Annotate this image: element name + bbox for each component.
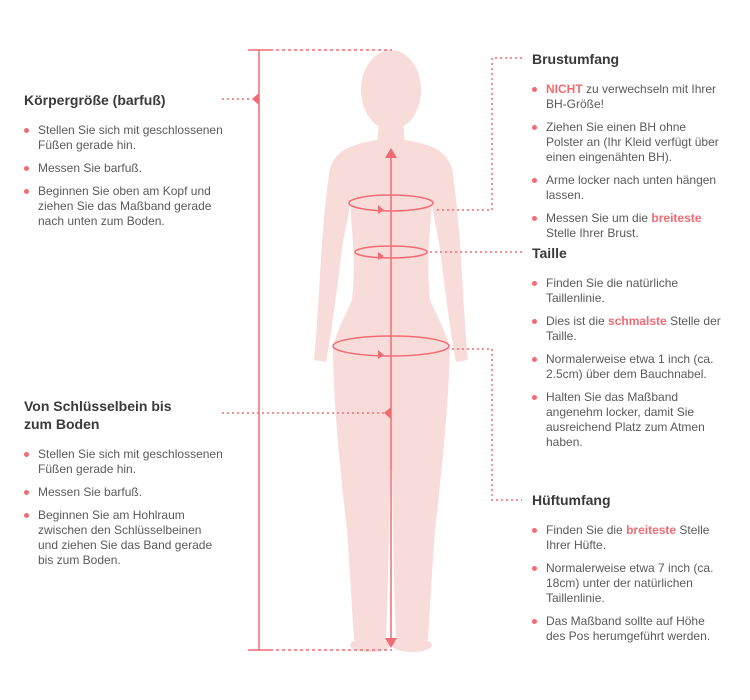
list-item: Normalerweise etwa 1 inch (ca. 2.5cm) über dem Bauchnabel. <box>532 352 727 382</box>
list-item: Finden Sie die breiteste Stelle Ihrer Hüfte. <box>532 523 727 553</box>
hip-section <box>532 491 727 652</box>
bust-emphasis: NICHT <box>546 82 583 96</box>
collarbone-list <box>24 447 224 568</box>
bust-list <box>532 82 722 241</box>
list-item: Dies ist die schmalste Stelle der Taille. <box>532 314 727 344</box>
list-item: Stellen Sie sich mit geschlossenen Füßen gerade hin. <box>24 447 224 477</box>
list-item: Finden Sie die natürliche Taillenlinie. <box>532 276 727 306</box>
bust-title: Brustumfang <box>532 51 620 67</box>
waist-title: Taille <box>532 245 567 261</box>
list-item: Beginnen Sie oben am Kopf und ziehen Sie das Maßband gerade nach unten zum Boden. <box>24 184 224 229</box>
list-item: Arme locker nach unten hängen lassen. <box>532 173 722 203</box>
height-title: Körpergröße (barfuß) <box>24 92 166 108</box>
hip-list <box>532 523 727 644</box>
height-section <box>24 91 224 237</box>
hip-title: Hüftumfang <box>532 492 611 508</box>
list-item: Messen Sie barfuß. <box>24 161 224 176</box>
list-item: Messen Sie um die breiteste Stelle Ihrer Brust. <box>532 211 722 241</box>
list-item: Normalerweise etwa 7 inch (ca. 18cm) unter der natürlichen Taillenlinie. <box>532 561 727 606</box>
waist-section <box>532 244 727 458</box>
bust-section <box>532 50 722 249</box>
list-item: Messen Sie barfuß. <box>24 485 224 500</box>
list-item: Halten Sie das Maßband angenehm locker, damit Sie ausreichend Platz zum Atmen haben. <box>532 390 727 450</box>
height-list <box>24 123 224 229</box>
list-item: Das Maßband sollte auf Höhe des Pos herumgeführt werden. <box>532 614 727 644</box>
list-item: Beginnen Sie am Hohlraum zwischen den Schlüsselbeinen und ziehen Sie das Band gerade bis zum Boden. <box>24 508 224 568</box>
list-item: NICHT zu verwechseln mit Ihrer BH-Größe! <box>532 82 722 112</box>
waist-emphasis: schmalste <box>608 314 667 328</box>
waist-list <box>532 276 727 450</box>
bust-emphasis: breiteste <box>651 211 702 225</box>
list-item: Ziehen Sie einen BH ohne Polster an (Ihr Kleid verfügt über einen eingenähten BH). <box>532 120 722 165</box>
hip-emphasis: breiteste <box>626 523 677 537</box>
collarbone-title: Von Schlüsselbein bis zum Boden <box>24 398 172 432</box>
list-item: Stellen Sie sich mit geschlossenen Füßen gerade hin. <box>24 123 224 153</box>
collarbone-section <box>24 397 224 576</box>
